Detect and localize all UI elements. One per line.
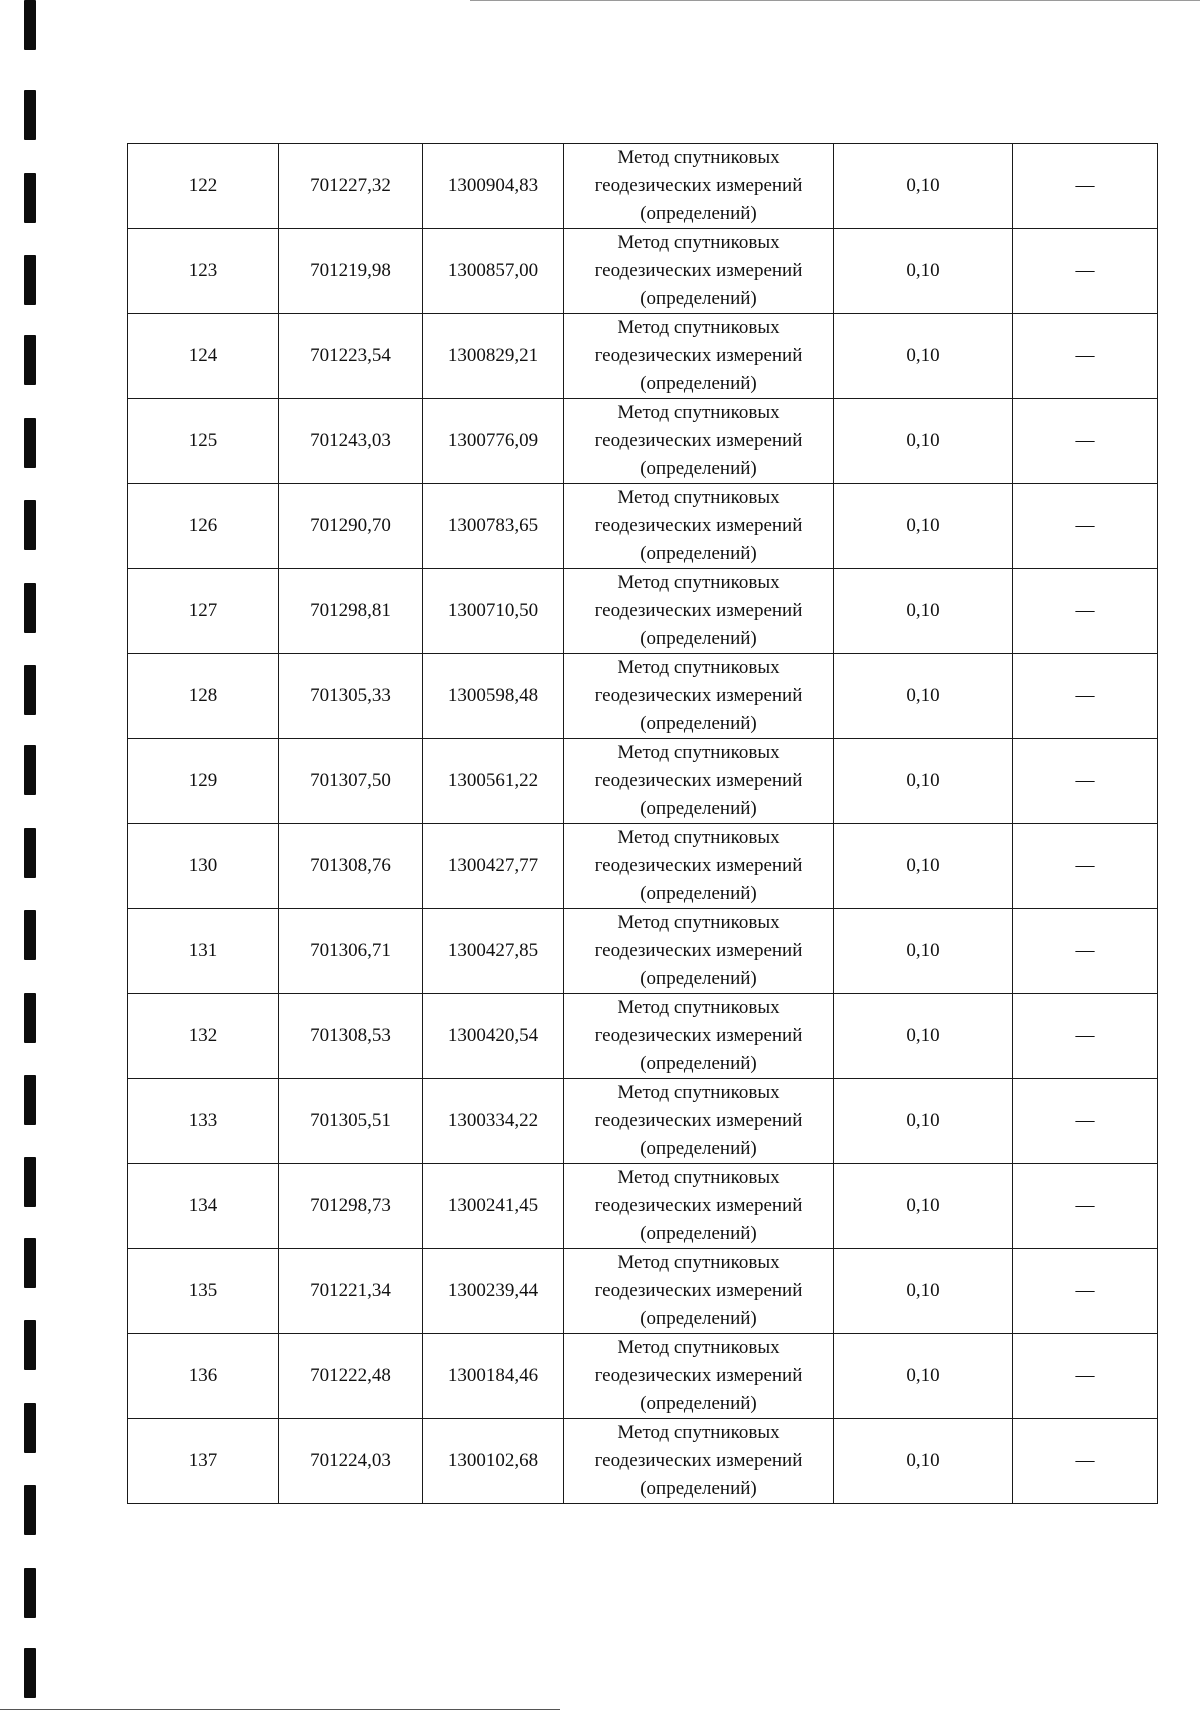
- method-line: (определений): [640, 1393, 757, 1414]
- accuracy: 0,10: [834, 1419, 1013, 1504]
- note: —: [1013, 1249, 1158, 1334]
- method-cell: [564, 1334, 834, 1419]
- coord-x: 701219,98: [279, 229, 423, 314]
- coord-y: 1300776,09: [423, 399, 564, 484]
- coord-y: 1300241,45: [423, 1164, 564, 1249]
- coord-x: 701227,32: [279, 144, 423, 229]
- binding-mark: [24, 828, 36, 878]
- coord-y: 1300427,77: [423, 824, 564, 909]
- method-line: Метод спутниковых: [617, 742, 780, 763]
- accuracy: 0,10: [834, 1334, 1013, 1419]
- method-line: Метод спутниковых: [617, 1167, 780, 1188]
- method-line: (определений): [640, 373, 757, 394]
- method-line: (определений): [640, 1478, 757, 1499]
- method-cell: [564, 569, 834, 654]
- method-line: (определений): [640, 1053, 757, 1074]
- method-line: Метод спутниковых: [617, 912, 780, 933]
- coord-y: 1300783,65: [423, 484, 564, 569]
- binding-mark: [24, 1403, 36, 1453]
- bottom-edge-rule: [0, 1709, 560, 1710]
- binding-mark: [24, 1568, 36, 1618]
- note: —: [1013, 654, 1158, 739]
- method-line: геодезических измерений: [594, 260, 803, 281]
- point-number: 134: [128, 1164, 279, 1249]
- method-line: Метод спутниковых: [617, 572, 780, 593]
- note: —: [1013, 1079, 1158, 1164]
- point-number: 125: [128, 399, 279, 484]
- accuracy: 0,10: [834, 739, 1013, 824]
- method-line: геодезических измерений: [594, 1450, 803, 1471]
- table-row: [128, 229, 1158, 314]
- accuracy: 0,10: [834, 1249, 1013, 1334]
- method-line: геодезических измерений: [594, 685, 803, 706]
- coord-x: 701308,76: [279, 824, 423, 909]
- method-line: геодезических измерений: [594, 940, 803, 961]
- table-row: [128, 1079, 1158, 1164]
- note: —: [1013, 569, 1158, 654]
- table-row: [128, 144, 1158, 229]
- accuracy: 0,10: [834, 909, 1013, 994]
- table-row: [128, 654, 1158, 739]
- point-number: 132: [128, 994, 279, 1079]
- method-line: геодезических измерений: [594, 770, 803, 791]
- coord-y: 1300904,83: [423, 144, 564, 229]
- accuracy: 0,10: [834, 654, 1013, 739]
- note: —: [1013, 484, 1158, 569]
- accuracy: 0,10: [834, 484, 1013, 569]
- method-cell: [564, 399, 834, 484]
- method-line: геодезических измерений: [594, 175, 803, 196]
- table-row: [128, 1249, 1158, 1334]
- point-number: 122: [128, 144, 279, 229]
- note: —: [1013, 824, 1158, 909]
- coord-x: 701222,48: [279, 1334, 423, 1419]
- coord-x: 701306,71: [279, 909, 423, 994]
- method-cell: [564, 739, 834, 824]
- binding-mark: [24, 745, 36, 795]
- coord-x: 701298,73: [279, 1164, 423, 1249]
- method-line: геодезических измерений: [594, 1110, 803, 1131]
- method-line: геодезических измерений: [594, 430, 803, 451]
- method-line: (определений): [640, 203, 757, 224]
- note: —: [1013, 314, 1158, 399]
- binding-mark: [24, 173, 36, 223]
- method-cell: [564, 144, 834, 229]
- method-line: Метод спутниковых: [617, 1422, 780, 1443]
- top-edge-rule: [470, 0, 1200, 1]
- point-number: 136: [128, 1334, 279, 1419]
- coord-y: 1300420,54: [423, 994, 564, 1079]
- method-line: геодезических измерений: [594, 1195, 803, 1216]
- point-number: 123: [128, 229, 279, 314]
- coord-y: 1300184,46: [423, 1334, 564, 1419]
- method-line: геодезических измерений: [594, 515, 803, 536]
- method-line: Метод спутниковых: [617, 232, 780, 253]
- binding-mark: [24, 1320, 36, 1370]
- note: —: [1013, 1164, 1158, 1249]
- method-cell: [564, 654, 834, 739]
- point-number: 133: [128, 1079, 279, 1164]
- method-line: (определений): [640, 1308, 757, 1329]
- coord-x: 701224,03: [279, 1419, 423, 1504]
- binding-mark: [24, 1157, 36, 1207]
- method-cell: [564, 909, 834, 994]
- coord-y: 1300857,00: [423, 229, 564, 314]
- method-cell: [564, 1249, 834, 1334]
- method-line: геодезических измерений: [594, 1025, 803, 1046]
- table-row: [128, 484, 1158, 569]
- note: —: [1013, 229, 1158, 314]
- note: —: [1013, 1419, 1158, 1504]
- coord-x: 701243,03: [279, 399, 423, 484]
- accuracy: 0,10: [834, 994, 1013, 1079]
- binding-mark: [24, 1648, 36, 1698]
- point-number: 137: [128, 1419, 279, 1504]
- method-cell: [564, 314, 834, 399]
- method-line: Метод спутниковых: [617, 487, 780, 508]
- table-row: [128, 994, 1158, 1079]
- table-row: [128, 569, 1158, 654]
- binding-marks: [24, 0, 38, 1711]
- method-line: (определений): [640, 883, 757, 904]
- method-line: (определений): [640, 968, 757, 989]
- point-number: 126: [128, 484, 279, 569]
- method-line: (определений): [640, 713, 757, 734]
- table-row: [128, 1419, 1158, 1504]
- method-line: (определений): [640, 288, 757, 309]
- method-line: (определений): [640, 458, 757, 479]
- point-number: 131: [128, 909, 279, 994]
- accuracy: 0,10: [834, 229, 1013, 314]
- method-line: Метод спутниковых: [617, 1337, 780, 1358]
- method-line: Метод спутниковых: [617, 147, 780, 168]
- binding-mark: [24, 255, 36, 305]
- method-cell: [564, 824, 834, 909]
- coordinates-table: [127, 143, 1158, 1504]
- method-line: Метод спутниковых: [617, 827, 780, 848]
- coord-x: 701305,51: [279, 1079, 423, 1164]
- point-number: 128: [128, 654, 279, 739]
- coord-y: 1300239,44: [423, 1249, 564, 1334]
- method-line: Метод спутниковых: [617, 1252, 780, 1273]
- table-row: [128, 1164, 1158, 1249]
- point-number: 127: [128, 569, 279, 654]
- method-line: (определений): [640, 1223, 757, 1244]
- coord-x: 701305,33: [279, 654, 423, 739]
- coord-y: 1300598,48: [423, 654, 564, 739]
- coord-x: 701221,34: [279, 1249, 423, 1334]
- point-number: 129: [128, 739, 279, 824]
- binding-mark: [24, 90, 36, 140]
- method-line: геодезических измерений: [594, 1280, 803, 1301]
- accuracy: 0,10: [834, 399, 1013, 484]
- binding-mark: [24, 910, 36, 960]
- method-line: геодезических измерений: [594, 600, 803, 621]
- coord-x: 701290,70: [279, 484, 423, 569]
- coord-x: 701298,81: [279, 569, 423, 654]
- coord-y: 1300829,21: [423, 314, 564, 399]
- binding-mark: [24, 418, 36, 468]
- method-line: Метод спутниковых: [617, 402, 780, 423]
- point-number: 135: [128, 1249, 279, 1334]
- table-row: [128, 739, 1158, 824]
- binding-mark: [24, 1485, 36, 1535]
- method-cell: [564, 994, 834, 1079]
- method-line: Метод спутниковых: [617, 657, 780, 678]
- accuracy: 0,10: [834, 314, 1013, 399]
- method-line: геодезических измерений: [594, 1365, 803, 1386]
- method-cell: [564, 229, 834, 314]
- coord-y: 1300710,50: [423, 569, 564, 654]
- table-row: [128, 1334, 1158, 1419]
- table-row: [128, 314, 1158, 399]
- method-cell: [564, 1164, 834, 1249]
- binding-mark: [24, 0, 36, 50]
- method-line: Метод спутниковых: [617, 997, 780, 1018]
- binding-mark: [24, 1075, 36, 1125]
- method-line: геодезических измерений: [594, 345, 803, 366]
- coord-x: 701307,50: [279, 739, 423, 824]
- accuracy: 0,10: [834, 1079, 1013, 1164]
- table-row: [128, 909, 1158, 994]
- accuracy: 0,10: [834, 1164, 1013, 1249]
- binding-mark: [24, 1238, 36, 1288]
- accuracy: 0,10: [834, 824, 1013, 909]
- table-row: [128, 824, 1158, 909]
- coord-x: 701308,53: [279, 994, 423, 1079]
- method-line: (определений): [640, 628, 757, 649]
- method-line: (определений): [640, 1138, 757, 1159]
- accuracy: 0,10: [834, 569, 1013, 654]
- note: —: [1013, 739, 1158, 824]
- point-number: 130: [128, 824, 279, 909]
- note: —: [1013, 144, 1158, 229]
- coord-y: 1300334,22: [423, 1079, 564, 1164]
- point-number: 124: [128, 314, 279, 399]
- binding-mark: [24, 993, 36, 1043]
- binding-mark: [24, 335, 36, 385]
- coord-x: 701223,54: [279, 314, 423, 399]
- binding-mark: [24, 665, 36, 715]
- coord-y: 1300561,22: [423, 739, 564, 824]
- method-cell: [564, 484, 834, 569]
- note: —: [1013, 1334, 1158, 1419]
- method-line: Метод спутниковых: [617, 1082, 780, 1103]
- coord-y: 1300102,68: [423, 1419, 564, 1504]
- method-line: (определений): [640, 798, 757, 819]
- accuracy: 0,10: [834, 144, 1013, 229]
- coord-y: 1300427,85: [423, 909, 564, 994]
- method-cell: [564, 1079, 834, 1164]
- table-row: [128, 399, 1158, 484]
- method-line: (определений): [640, 543, 757, 564]
- binding-mark: [24, 500, 36, 550]
- note: —: [1013, 994, 1158, 1079]
- note: —: [1013, 399, 1158, 484]
- method-line: Метод спутниковых: [617, 317, 780, 338]
- method-cell: [564, 1419, 834, 1504]
- method-line: геодезических измерений: [594, 855, 803, 876]
- note: —: [1013, 909, 1158, 994]
- binding-mark: [24, 583, 36, 633]
